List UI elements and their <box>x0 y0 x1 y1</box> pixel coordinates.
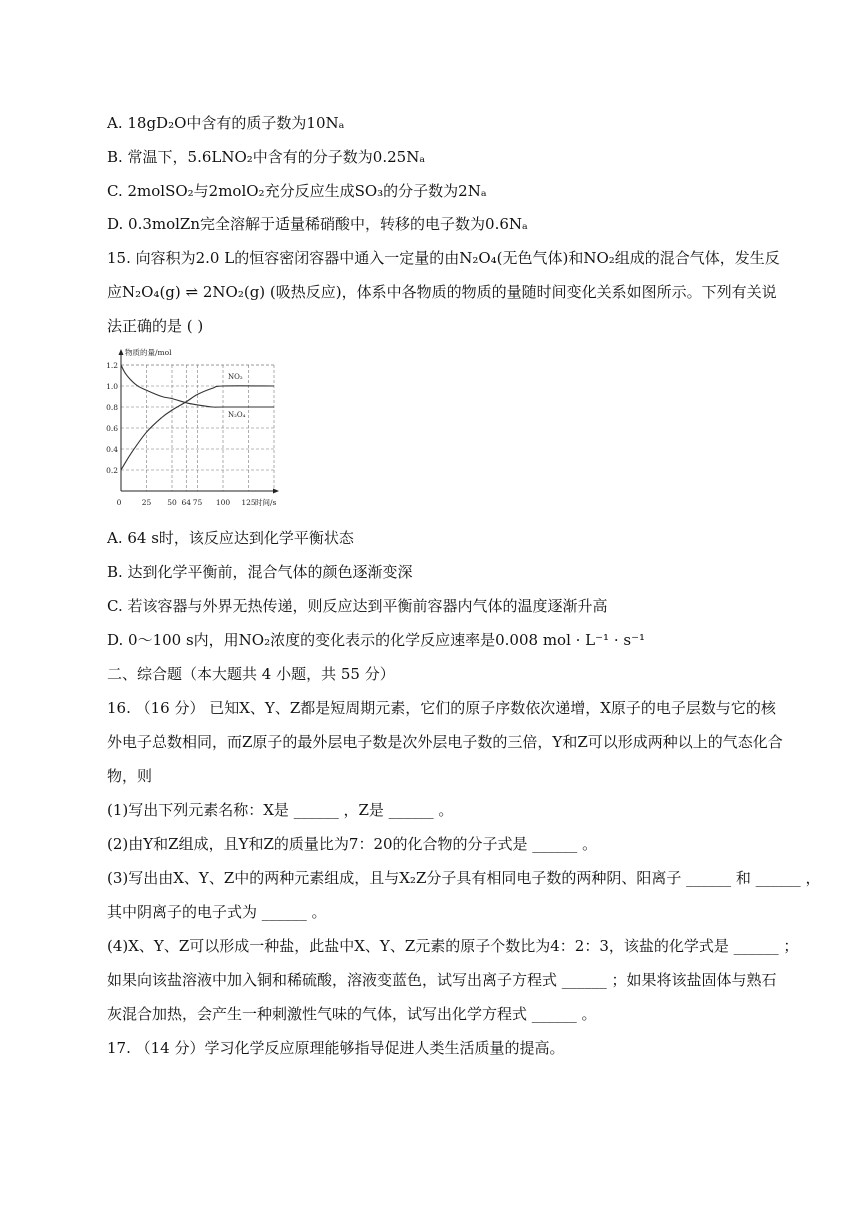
q16-part4-line2: 如果向该盐溶液中加入铜和稀硫酸，溶液变蓝色，试写出离子方程式 ______ ；如果将该盐固体与熟石 <box>107 971 777 989</box>
q17-stem-line1: 17. （14 分）学习化学反应原理能够指导促进人类生活质量的提高。 <box>107 1039 565 1057</box>
q15-option-a: A. 64 s时，该反应达到化学平衡状态 <box>107 529 354 547</box>
y-axis-arrow <box>119 349 124 355</box>
q15-stem-line2: 应N₂O₄(g) ⇌ 2NO₂(g) (吸热反应)，体系中各物质的物质的量随时间变化关系如图所示。下列有关说 <box>107 283 777 301</box>
x-tick-label: 100 <box>215 498 231 507</box>
axis-ticks <box>106 361 256 507</box>
y-tick-label: 0.6 <box>106 424 118 433</box>
q16-part4-line1: (4)X、Y、Z可以形成一种盐，此盐中X、Y、Z元素的原子个数比为4：2：3，该盐的化学式是 ______ ； <box>107 937 799 955</box>
x-tick-label: 125 <box>241 498 256 507</box>
y-tick-label: 1.2 <box>106 361 118 370</box>
q15-stem-line3: 法正确的是 ( ) <box>107 317 204 335</box>
y-tick-label: 0.8 <box>106 403 118 412</box>
q14-option-b: B. 常温下，5.6LNO₂中含有的分子数为0.25Nₐ <box>107 148 426 166</box>
no2-curve-label: NO₂ <box>228 373 243 381</box>
q16-part3-line2: 其中阴离子的电子式为 ______ 。 <box>107 903 327 921</box>
q15-option-b: B. 达到化学平衡前，混合气体的颜色逐渐变深 <box>107 563 413 581</box>
chart-grid <box>121 365 274 491</box>
origin-label: 0 <box>116 498 122 507</box>
q16-stem-line1: 16. （16 分） 已知X、Y、Z都是短周期元素，它们的原子序数依次递增，X原子的电子层数与它的核 <box>107 699 776 717</box>
x-tick-label: 50 <box>167 498 177 507</box>
x-axis-label: 时间/s <box>255 498 277 507</box>
n2o4-curve-label: N₂O₄ <box>228 411 246 419</box>
q15-stem-line1: 15. 向容积为2.0 L的恒容密闭容器中通入一定量的由N₂O₄(无色气体)和NO₂组成的混合气体，发生反 <box>107 249 780 267</box>
q14-option-d: D. 0.3molZn完全溶解于适量稀硝酸中，转移的电子数为0.6Nₐ <box>107 215 528 233</box>
x-tick-label: 25 <box>141 498 152 507</box>
x-axis-arrow <box>273 489 279 494</box>
q16-stem-line2: 外电子总数相同，而Z原子的最外层电子数是次外层电子数的三倍，Y和Z可以形成两种以上的气态化合 <box>107 733 783 751</box>
y-tick-label: 0.4 <box>106 445 118 454</box>
y-tick-label: 1.0 <box>106 382 118 391</box>
y-tick-label: 0.2 <box>106 466 118 475</box>
section-heading: 二、综合题（本大题共 4 小题，共 55 分） <box>107 665 395 683</box>
q15-option-c: C. 若该容器与外界无热传递，则反应达到平衡前容器内气体的温度逐渐升高 <box>107 597 608 615</box>
q16-part3-line1: (3)写出由X、Y、Z中的两种元素组成，且与X₂Z分子具有相同电子数的两种阴、阳离子 ______ 和 ______ ， <box>107 869 821 887</box>
y-axis-label: 物质的量/mol <box>125 348 172 357</box>
q15-option-d: D. 0～100 s内，用NO₂浓度的变化表示的化学反应速率是0.008 mol · L⁻¹ · s⁻¹ <box>107 631 645 649</box>
q16-part4-line3: 灰混合加热，会产生一种刺激性气味的气体，试写出化学方程式 ______ 。 <box>107 1005 597 1023</box>
q16-part1: (1)写出下列元素名称：X是 ______ ，Z是 ______ 。 <box>107 801 454 819</box>
q14-option-a: A. 18gD₂O中含有的质子数为10Nₐ <box>107 114 345 132</box>
x-tick-label: 75 <box>192 498 203 507</box>
amount-vs-time-chart <box>103 345 313 515</box>
q16-stem-line3: 物，则 <box>107 767 153 785</box>
q14-option-c: C. 2molSO₂与2molO₂充分反应生成SO₃的分子数为2Nₐ <box>107 182 487 200</box>
q16-part2: (2)由Y和Z组成，且Y和Z的质量比为7：20的化合物的分子式是 ______ 。 <box>107 835 598 853</box>
x-tick-label: 64 <box>181 498 192 507</box>
